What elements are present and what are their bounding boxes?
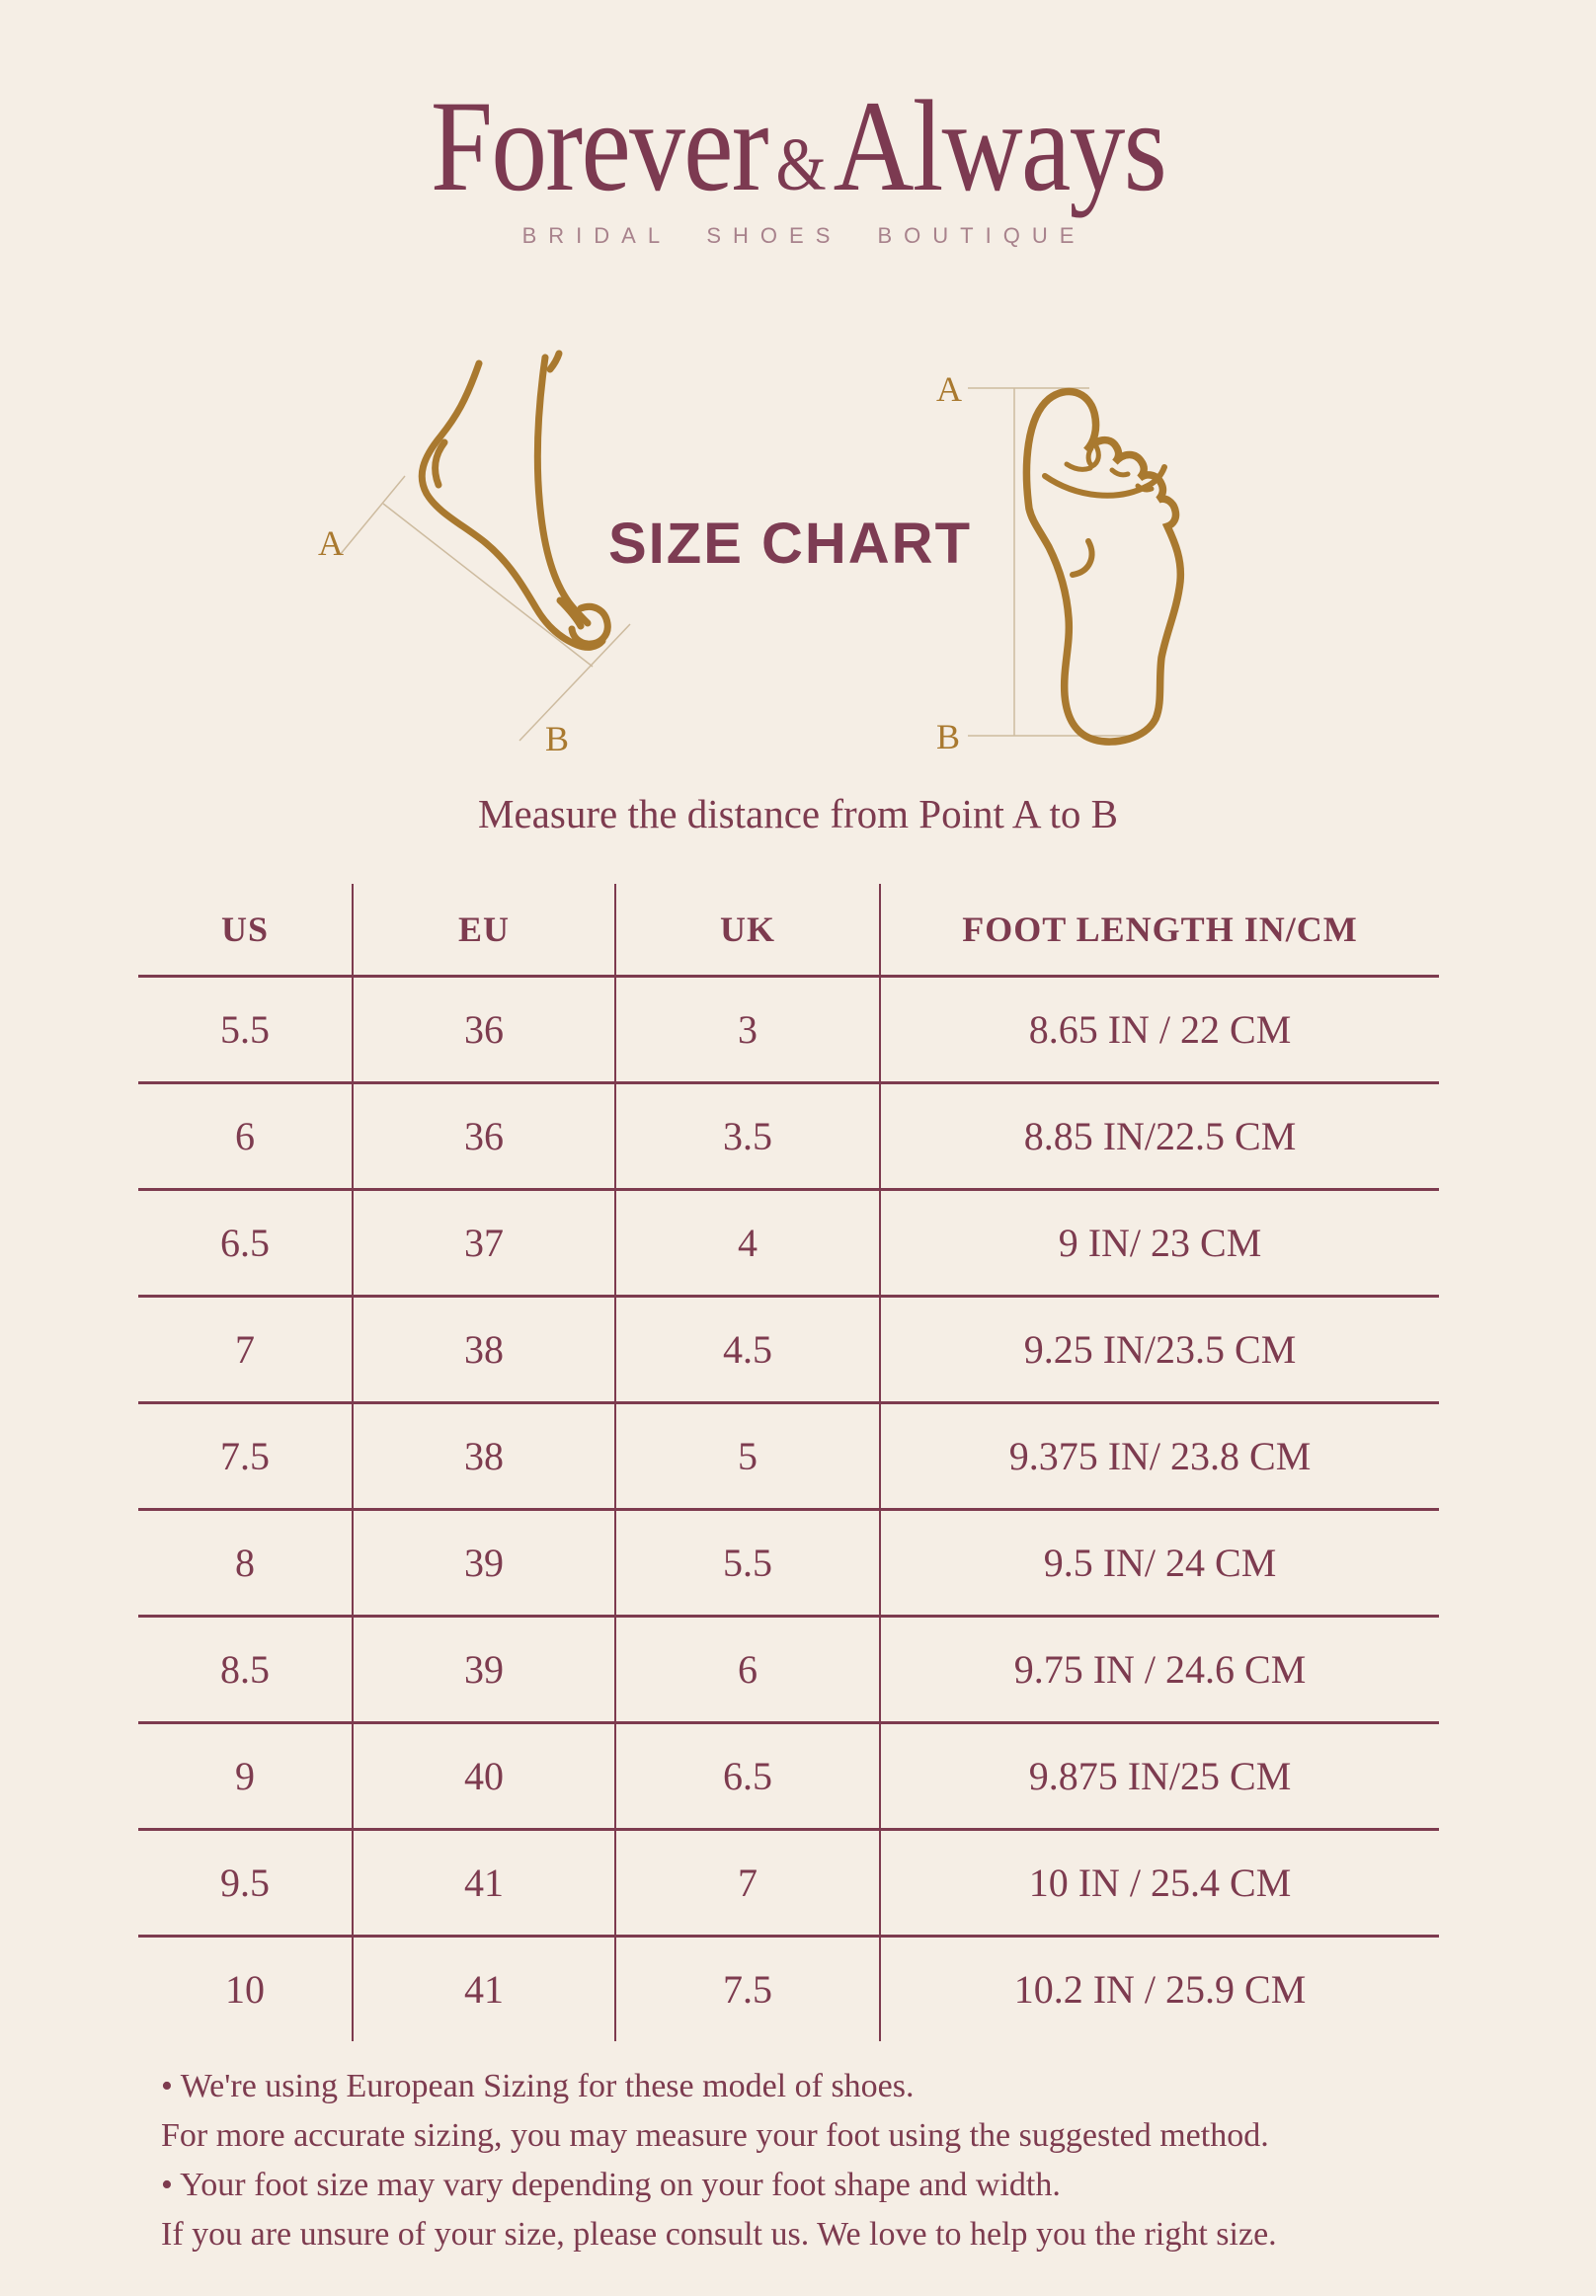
sole-toe-crease-1	[1067, 464, 1090, 469]
table-row	[138, 977, 1439, 1083]
brand-tagline: BRIDAL SHOES BOUTIQUE	[521, 223, 1086, 248]
cell-length: 9.875 IN/25 CM	[880, 1723, 1439, 1830]
cell-uk: 6.5	[615, 1723, 880, 1830]
table-row	[138, 1723, 1439, 1830]
cell-us: 6	[138, 1083, 353, 1190]
table-row	[138, 1190, 1439, 1297]
sole-center-arc	[1073, 541, 1091, 575]
cell-us: 9.5	[138, 1830, 353, 1937]
table-row	[138, 1403, 1439, 1510]
cell-us: 10	[225, 1967, 265, 2012]
cell-uk: 3.5	[615, 1083, 880, 1190]
cell-length: 8.65 IN / 22 CM	[880, 977, 1439, 1083]
cell-uk: 5	[615, 1403, 880, 1510]
cell-us: 5.5	[138, 977, 353, 1083]
brand-name-left: Forever	[430, 73, 767, 218]
foot-ankle-tick	[550, 354, 559, 369]
table-row	[138, 1617, 1439, 1723]
brand-ampersand: &	[775, 122, 825, 206]
note-line: • We're using European Sizing for these model of shoes.	[161, 2068, 915, 2104]
cell-us: 8	[138, 1510, 353, 1617]
cell-eu: 40	[353, 1723, 615, 1830]
table-row	[138, 1083, 1439, 1190]
point-b-label: B	[545, 719, 570, 758]
cell-us: 7	[138, 1297, 353, 1403]
cell-us: 6.5	[138, 1190, 353, 1297]
cell-us: 7.5	[138, 1403, 353, 1510]
cell-eu: 36	[353, 1083, 615, 1190]
cell-length: 8.85 IN/22.5 CM	[880, 1083, 1439, 1190]
column-header-uk: UK	[615, 884, 880, 977]
foot-sole-view-icon	[918, 356, 1244, 751]
cell-us: 9	[138, 1723, 353, 1830]
column-header-eu: EU	[353, 884, 615, 977]
foot-front-contour	[537, 357, 588, 623]
measurement-diagram	[0, 0, 1596, 770]
cell-eu: 41	[353, 1937, 615, 2042]
cell-length: 9.5 IN/ 24 CM	[880, 1510, 1439, 1617]
brand-name-right: Always	[833, 73, 1166, 218]
note-line: • Your foot size may vary depending on your foot shape and width.	[161, 2167, 1061, 2203]
table-row	[138, 1297, 1439, 1403]
sole-toe-crease-2	[1112, 470, 1128, 475]
point-a-label: A	[318, 523, 344, 563]
point-b-label: B	[936, 717, 961, 751]
cell-uk: 4	[615, 1190, 880, 1297]
foot-side-view-icon	[296, 346, 652, 760]
cell-uk: 7.5	[615, 1937, 880, 2042]
table-row	[138, 1510, 1439, 1617]
cell-uk: 4.5	[615, 1297, 880, 1403]
cell-eu: 37	[353, 1190, 615, 1297]
table-row	[138, 1830, 1439, 1937]
foot-heel-arc	[436, 442, 444, 485]
cell-uk: 6	[615, 1617, 880, 1723]
cell-eu: 39	[353, 1617, 615, 1723]
point-a-label: A	[936, 369, 962, 409]
footer-notes	[161, 2062, 1494, 2259]
cell-uk: 3	[615, 977, 880, 1083]
table-row	[138, 1937, 1439, 2042]
cell-eu: 39	[353, 1510, 615, 1617]
cell-uk: 5.5	[615, 1510, 880, 1617]
cell-uk: 7	[615, 1830, 880, 1937]
cell-length: 10.2 IN / 25.9 CM	[880, 1937, 1439, 2042]
cell-eu: 41	[353, 1830, 615, 1937]
cell-eu: 38	[353, 1403, 615, 1510]
measure-tick-a	[340, 476, 405, 555]
cell-length: 10 IN / 25.4 CM	[880, 1830, 1439, 1937]
cell-us: 8.5	[138, 1617, 353, 1723]
column-header-us: US	[138, 884, 353, 977]
size-table	[138, 884, 1439, 2041]
cell-length: 9.75 IN / 24.6 CM	[880, 1617, 1439, 1723]
note-line: If you are unsure of your size, please consult us. We love to help you the right size.	[161, 2216, 1277, 2253]
size-chart-title: SIZE CHART	[608, 512, 972, 576]
table-header-row	[138, 884, 1439, 977]
sole-outline	[1026, 391, 1180, 742]
cell-length: 9.25 IN/23.5 CM	[880, 1297, 1439, 1403]
cell-length: 9.375 IN/ 23.8 CM	[880, 1403, 1439, 1510]
sole-toe-drop	[1088, 446, 1098, 466]
cell-eu: 36	[353, 977, 615, 1083]
measure-instruction: Measure the distance from Point A to B	[478, 791, 1118, 836]
note-line: For more accurate sizing, you may measure your foot using the suggested method.	[161, 2117, 1269, 2154]
cell-eu: 38	[353, 1297, 615, 1403]
column-header-foot-length: FOOT LENGTH IN/CM	[880, 884, 1439, 977]
cell-length: 9 IN/ 23 CM	[880, 1190, 1439, 1297]
